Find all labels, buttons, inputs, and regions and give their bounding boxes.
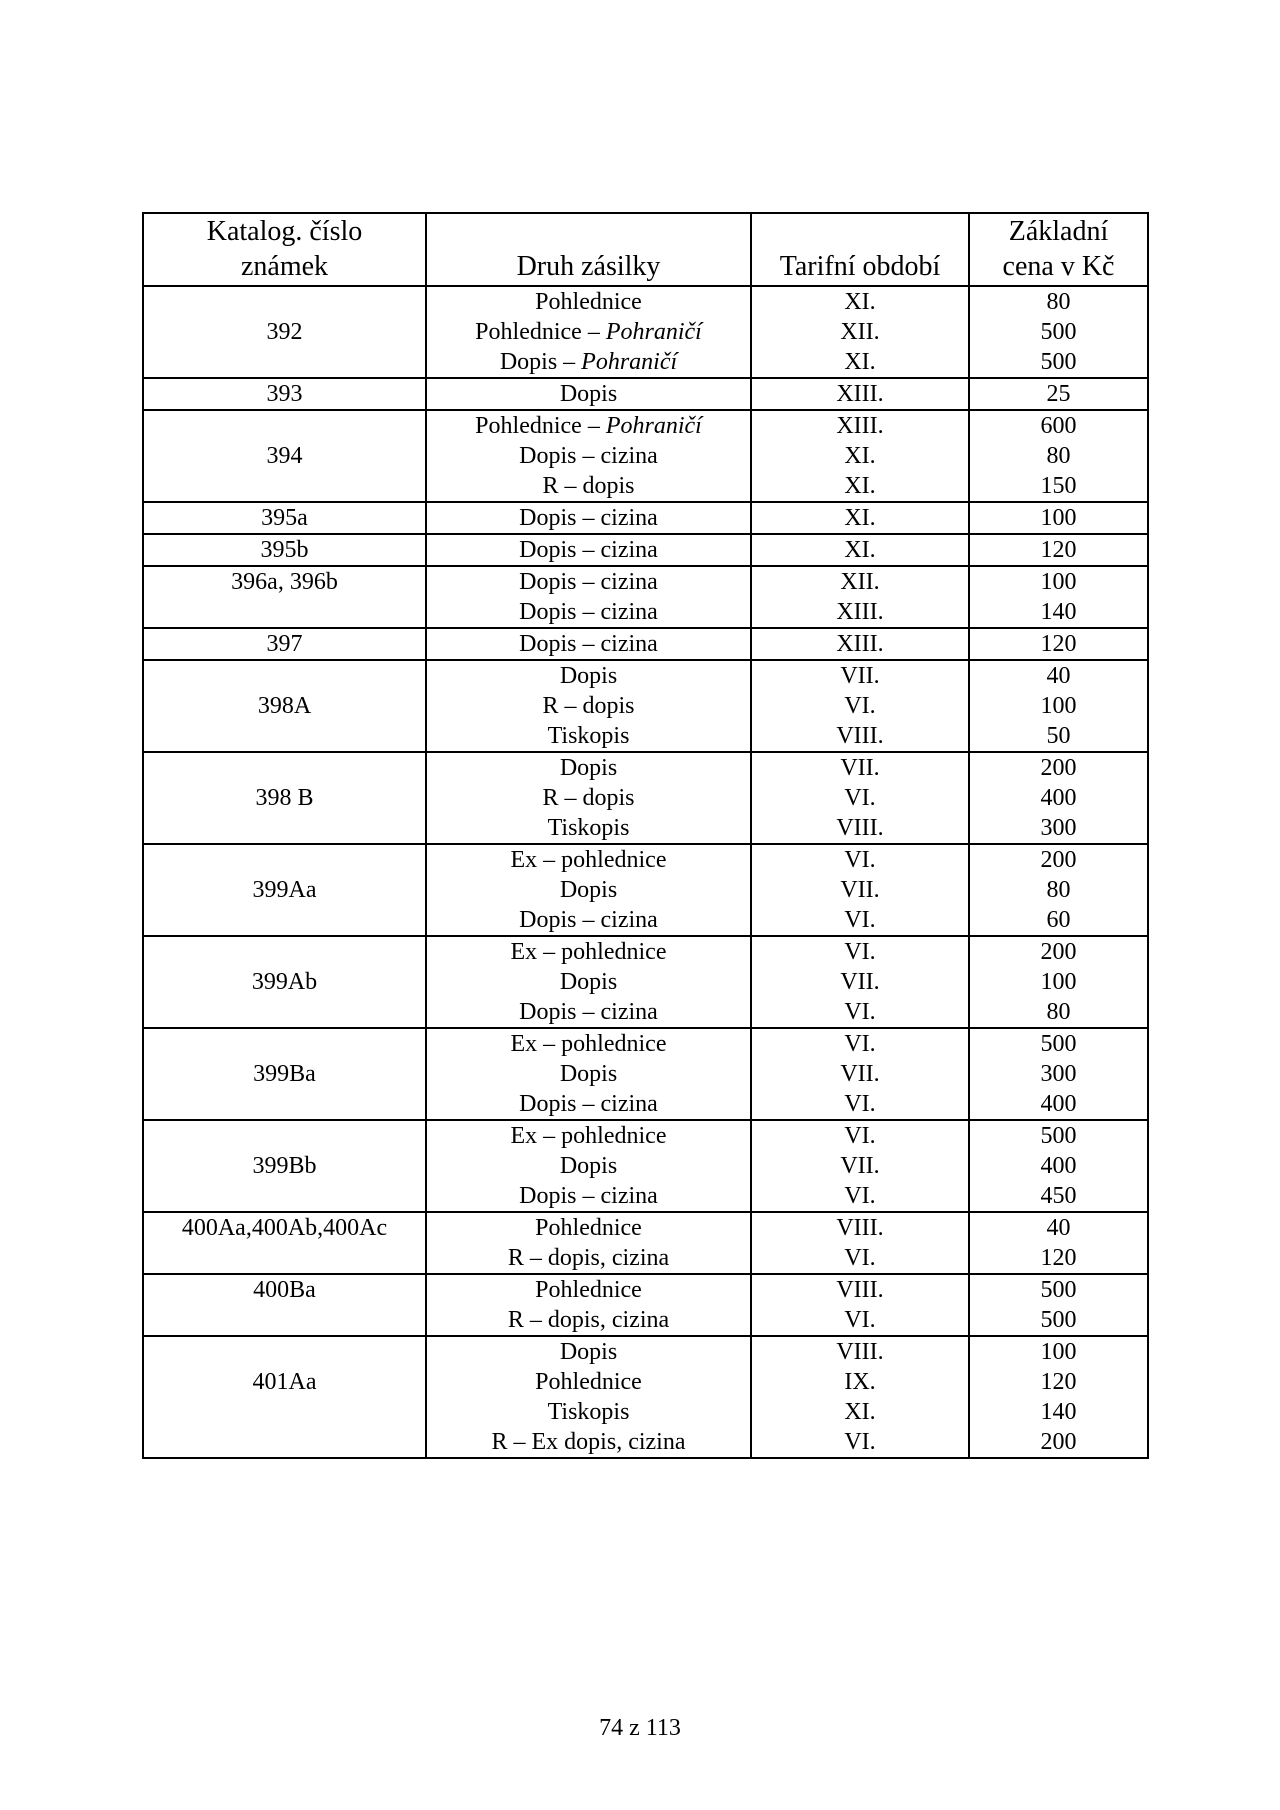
base-price-cell [969,1028,1148,1120]
tariff-period: XII. [840,319,880,345]
item-type-text: Dopis [559,969,618,995]
item-type-text: R – dopis [542,473,635,499]
tariff-period: VII. [840,1153,880,1179]
item-type-cell [426,1212,751,1274]
base-price: 120 [1040,537,1077,563]
table-row [143,628,1148,660]
base-price: 140 [1040,599,1077,625]
tariff-period: VI. [844,1429,876,1455]
item-type [427,317,750,347]
item-type [427,347,750,377]
item-type-text: Dopis [559,663,618,689]
item-type-text: Dopis [559,1061,618,1087]
base-price: 300 [1040,1061,1077,1087]
base-price: 100 [1040,1339,1077,1365]
tariff-period: VII. [840,877,880,903]
base-price: 80 [1046,999,1071,1025]
base-price: 40 [1046,663,1071,689]
item-type-text: Ex – pohlednice [510,847,667,873]
tariff-period: VI. [844,1091,876,1117]
tariff-period: XI. [844,473,876,499]
item-type [427,813,750,843]
item-type [427,905,750,935]
item-type-text: Dopis – cizina [519,569,658,595]
header-item-type [426,213,751,286]
item-type [427,503,750,533]
item-type [427,567,750,597]
base-price-cell [969,286,1148,378]
item-type-text: Dopis – [499,349,582,375]
item-type-text: R – dopis, cizina [507,1307,670,1333]
item-type-text: Tiskopis [547,1399,630,1425]
tariff-period: XII. [840,569,880,595]
base-price: 100 [1040,693,1077,719]
item-type-text: Dopis – cizina [519,443,658,469]
base-price: 50 [1046,723,1071,749]
item-type-text: Dopis – cizina [519,505,658,531]
base-price: 400 [1040,785,1077,811]
base-price: 200 [1040,755,1077,781]
tariff-period-cell [751,1274,969,1336]
tariff-period: VII. [840,969,880,995]
item-type-cell [426,534,751,566]
item-type-cell [426,566,751,628]
catalog-number: 396a, 396b [231,569,338,595]
base-price-cell [969,844,1148,936]
tariff-period: VI. [844,1031,876,1057]
item-type-text: Ex – pohlednice [510,939,667,965]
catalog-number: 399Ba [253,1061,316,1087]
tariff-period-cell [751,1028,969,1120]
item-type [427,411,750,441]
table-row [143,286,1148,378]
base-price: 450 [1040,1183,1077,1209]
base-price-cell [969,378,1148,410]
item-type [427,783,750,813]
base-price: 80 [1046,877,1071,903]
base-price: 400 [1040,1091,1077,1117]
item-type-region: Pohraničí [581,349,678,375]
catalog-number-cell [143,1274,426,1336]
item-type-cell [426,1274,751,1336]
tariff-period-cell [751,1336,969,1458]
tariff-period: XI. [844,1399,876,1425]
item-type [427,1367,750,1397]
item-type [427,379,750,409]
base-price: 200 [1040,1429,1077,1455]
table-row [143,844,1148,936]
catalog-number: 392 [266,319,303,345]
tariff-period-cell [751,628,969,660]
tariff-period-cell [751,410,969,502]
item-type-cell [426,378,751,410]
item-type [427,1151,750,1181]
catalog-number-cell [143,660,426,752]
item-type-text: Dopis [559,755,618,781]
tariff-period: VI. [844,1307,876,1333]
tariff-period: VI. [844,907,876,933]
item-type [427,691,750,721]
catalog-number-cell [143,502,426,534]
catalog-number: 400Ba [253,1277,316,1303]
catalog-number-cell [143,844,426,936]
table-row [143,1028,1148,1120]
base-price-cell [969,660,1148,752]
item-type-text: Ex – pohlednice [510,1123,667,1149]
base-price-cell [969,410,1148,502]
catalog-number-cell [143,410,426,502]
item-type [427,753,750,783]
catalog-number-cell [143,1028,426,1120]
header-text: Tarifní období [779,251,941,282]
tariff-period-cell [751,936,969,1028]
item-type-text: R – Ex dopis, cizina [491,1429,686,1455]
item-type-text: Dopis – cizina [519,537,658,563]
item-type [427,875,750,905]
item-type-cell [426,1028,751,1120]
item-type [427,1243,750,1273]
catalog-number: 398 B [255,785,314,811]
catalog-number-cell [143,286,426,378]
tariff-period: XIII. [836,599,884,625]
base-price: 500 [1040,1277,1077,1303]
item-type [427,661,750,691]
tariff-period-cell [751,844,969,936]
item-type [427,629,750,659]
catalog-number-cell [143,1120,426,1212]
item-type-cell [426,628,751,660]
item-type-text: Tiskopis [547,815,630,841]
base-price: 500 [1040,1031,1077,1057]
item-type [427,937,750,967]
tariff-period-cell [751,534,969,566]
catalog-number: 395a [261,505,308,531]
tariff-period: IX. [844,1369,876,1395]
header-tariff-period [751,213,969,286]
table-body [143,286,1148,1458]
base-price: 25 [1046,381,1071,407]
base-price-cell [969,1336,1148,1458]
catalog-number-cell [143,1212,426,1274]
table-header-row [143,213,1148,286]
base-price: 100 [1040,569,1077,595]
item-type-cell [426,1120,751,1212]
table-row [143,410,1148,502]
base-price: 200 [1040,939,1077,965]
tariff-period: VIII. [836,723,884,749]
header-text: Základní [1008,216,1109,247]
base-price-cell [969,936,1148,1028]
tariff-period: VI. [844,939,876,965]
tariff-period: VI. [844,693,876,719]
tariff-period: VI. [844,1183,876,1209]
base-price: 200 [1040,847,1077,873]
tariff-period-cell [751,1212,969,1274]
tariff-period: VI. [844,999,876,1025]
item-type-text: R – dopis, cizina [507,1245,670,1271]
catalog-number-cell [143,378,426,410]
tariff-period: VII. [840,663,880,689]
base-price-cell [969,534,1148,566]
base-price: 120 [1040,631,1077,657]
header-text: známek [240,251,329,282]
base-price: 40 [1046,1215,1071,1241]
catalog-number-cell [143,752,426,844]
tariff-period-cell [751,660,969,752]
catalog-number: 399Bb [252,1153,317,1179]
catalog-number-cell [143,628,426,660]
base-price-cell [969,1212,1148,1274]
item-type-cell [426,502,751,534]
item-type-text: Dopis – cizina [519,907,658,933]
base-price: 120 [1040,1245,1077,1271]
item-type-region: Pohraničí [605,319,702,345]
item-type-text: R – dopis [542,785,635,811]
item-type-cell [426,286,751,378]
item-type [427,1305,750,1335]
table-row [143,1212,1148,1274]
tariff-period: XI. [844,289,876,315]
table-row [143,1336,1148,1458]
header-catalog-number [143,213,426,286]
tariff-period: VI. [844,785,876,811]
item-type-cell [426,752,751,844]
item-type-text: Dopis – cizina [519,631,658,657]
base-price: 120 [1040,1369,1077,1395]
catalog-number: 393 [266,381,303,407]
table-row [143,534,1148,566]
item-type-cell [426,410,751,502]
base-price-cell [969,1120,1148,1212]
table-row [143,566,1148,628]
tariff-period: VII. [840,755,880,781]
item-type-cell [426,936,751,1028]
item-type [427,1427,750,1457]
base-price: 80 [1046,443,1071,469]
tariff-period: VIII. [836,1339,884,1365]
item-type [427,997,750,1027]
tariff-period: VIII. [836,815,884,841]
item-type-text: Dopis [559,1339,618,1365]
item-type-text: Pohlednice – [475,319,606,345]
item-type [427,1337,750,1367]
catalog-number: 399Ab [251,969,318,995]
spacer [144,1337,425,1367]
catalog-number-cell [143,534,426,566]
catalog-number: 399Aa [252,877,317,903]
item-type-text: Dopis – cizina [519,999,658,1025]
item-type [427,1059,750,1089]
base-price-cell [969,566,1148,628]
base-price: 500 [1040,349,1077,375]
item-type [427,1029,750,1059]
item-type-text: Dopis [559,381,618,407]
table-row [143,1274,1148,1336]
catalog-number-cell [143,1336,426,1458]
item-type-cell [426,660,751,752]
base-price-cell [969,1274,1148,1336]
item-type-text: Pohlednice [535,1369,642,1395]
tariff-period: VI. [844,847,876,873]
base-price: 80 [1046,289,1071,315]
table-row [143,752,1148,844]
base-price: 300 [1040,815,1077,841]
table-row [143,378,1148,410]
table-row [143,502,1148,534]
item-type [427,441,750,471]
base-price: 500 [1040,1123,1077,1149]
catalog-number: 395b [260,537,309,563]
item-type [427,845,750,875]
table-row [143,660,1148,752]
tariff-period-cell [751,566,969,628]
header-base-price [969,213,1148,286]
base-price-cell [969,752,1148,844]
page-number: 74 z 113 [599,1715,681,1741]
item-type-text: Pohlednice [535,289,642,315]
base-price: 400 [1040,1153,1077,1179]
tariff-period: XI. [844,537,876,563]
tariff-period: XIII. [836,381,884,407]
item-type-cell [426,1336,751,1458]
catalog-number-cell [143,566,426,628]
tariff-period: XI. [844,443,876,469]
catalog-number: 397 [266,631,303,657]
catalog-number: 400Aa,400Ab,400Ac [181,1215,388,1241]
header-text: Katalog. číslo [206,216,363,247]
item-type [427,1089,750,1119]
item-type-text: Dopis [559,877,618,903]
item-type [427,967,750,997]
tariff-period-cell [751,378,969,410]
base-price: 60 [1046,907,1071,933]
base-price: 150 [1040,473,1077,499]
item-type [427,1213,750,1243]
item-type-text: Tiskopis [547,723,630,749]
tariff-period-cell [751,752,969,844]
base-price-cell [969,502,1148,534]
base-price: 140 [1040,1399,1077,1425]
catalog-number-cell [143,936,426,1028]
tariff-period-cell [751,286,969,378]
item-type [427,1397,750,1427]
base-price: 500 [1040,1307,1077,1333]
item-type-text: Dopis – cizina [519,599,658,625]
base-price: 500 [1040,319,1077,345]
item-type-text: Pohlednice [535,1277,642,1303]
table-row [143,1120,1148,1212]
catalog-number: 398A [257,693,312,719]
item-type-text: Pohlednice – [475,413,606,439]
tariff-period: VIII. [836,1215,884,1241]
base-price: 100 [1040,505,1077,531]
tariff-period: XIII. [836,631,884,657]
base-price: 600 [1040,413,1077,439]
header-text: Druh zásilky [516,251,661,282]
tariff-period-cell [751,502,969,534]
item-type-text: Ex – pohlednice [510,1031,667,1057]
item-type [427,535,750,565]
item-type-text: Dopis – cizina [519,1183,658,1209]
table-row [143,936,1148,1028]
item-type [427,1275,750,1305]
tariff-period: XI. [844,349,876,375]
base-price-cell [969,628,1148,660]
tariff-period: XI. [844,505,876,531]
item-type-text: Dopis [559,1153,618,1179]
catalog-price-table [142,212,1149,1459]
item-type [427,721,750,751]
base-price: 100 [1040,969,1077,995]
item-type-text: Dopis – cizina [519,1091,658,1117]
item-type [427,1121,750,1151]
item-type [427,471,750,501]
header-text: cena v Kč [1002,251,1115,282]
item-type [427,597,750,627]
tariff-period: XIII. [836,413,884,439]
catalog-number: 394 [266,443,303,469]
tariff-period: VII. [840,1061,880,1087]
tariff-period: VI. [844,1245,876,1271]
item-type-region: Pohraničí [605,413,702,439]
item-type [427,287,750,317]
item-type-text: Pohlednice [535,1215,642,1241]
catalog-number: 401Aa [252,1369,317,1395]
tariff-period: VIII. [836,1277,884,1303]
tariff-period: VI. [844,1123,876,1149]
item-type-cell [426,844,751,936]
item-type-text: R – dopis [542,693,635,719]
tariff-period-cell [751,1120,969,1212]
item-type [427,1181,750,1211]
